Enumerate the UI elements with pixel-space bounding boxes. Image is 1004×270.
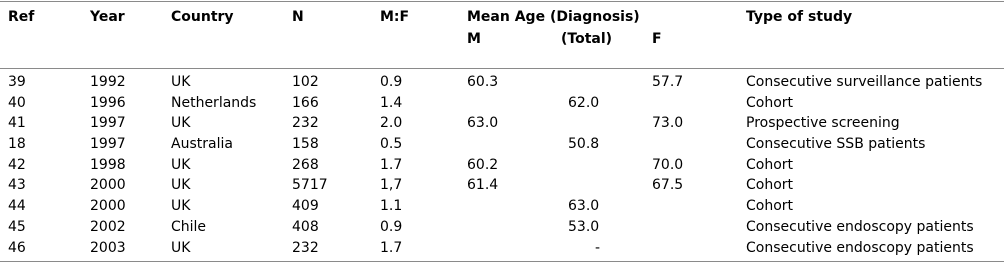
header-m: M	[467, 31, 481, 47]
cell-type: Consecutive endoscopy patients	[746, 239, 974, 256]
cell-year: 1997	[90, 115, 126, 132]
cell-year: 2002	[90, 218, 126, 235]
header-type-of-study: Type of study	[746, 9, 853, 25]
cell-mf: 0.9	[380, 74, 403, 90]
header-mean-age: Mean Age (Diagnosis)	[467, 9, 640, 25]
header-country: Country	[171, 9, 234, 25]
table-header-rule	[0, 68, 1004, 69]
cell-type: Cohort	[746, 94, 794, 111]
cell-n: 409	[292, 198, 319, 215]
cell-country: UK	[171, 239, 191, 256]
table-row	[0, 113, 1004, 134]
cell-n: 102	[292, 74, 319, 90]
cell-f: 67.5	[652, 177, 684, 194]
table-row	[0, 217, 1004, 238]
cell-mf: 1.7	[380, 239, 403, 256]
header-f: F	[652, 31, 662, 47]
cell-ref: 18	[8, 136, 26, 153]
cell-mf: 1.7	[380, 156, 403, 173]
cell-type: Prospective screening	[746, 115, 900, 132]
cell-ref: 41	[8, 115, 26, 132]
cell-type: Cohort	[746, 177, 794, 194]
header-year: Year	[90, 9, 125, 25]
cell-total: 50.8	[568, 136, 600, 153]
table-row	[0, 134, 1004, 155]
cell-country: UK	[171, 177, 191, 194]
cell-ref: 46	[8, 239, 26, 256]
cell-type: Cohort	[746, 156, 794, 173]
cell-ref: 45	[8, 218, 26, 235]
cell-ref: 44	[8, 198, 26, 215]
header-n: N	[292, 9, 304, 25]
cell-f: 70.0	[652, 156, 684, 173]
cell-type: Cohort	[746, 198, 794, 215]
cell-n: 232	[292, 115, 319, 132]
cell-country: Netherlands	[171, 94, 257, 111]
cell-mf: 2.0	[380, 115, 403, 132]
table-row	[0, 175, 1004, 196]
cell-n: 166	[292, 94, 319, 111]
cell-year: 1996	[90, 94, 126, 111]
cell-ref: 43	[8, 177, 26, 194]
cell-f: 73.0	[652, 115, 684, 132]
table-row	[0, 93, 1004, 114]
table-bottom-rule	[0, 261, 1004, 262]
cell-country: UK	[171, 115, 191, 132]
cell-m: 63.0	[467, 115, 499, 132]
cell-type: Consecutive surveillance patients	[746, 74, 983, 90]
header-ref: Ref	[8, 9, 35, 25]
cell-m: 60.2	[467, 156, 499, 173]
cell-year: 2000	[90, 198, 126, 215]
cell-n: 268	[292, 156, 319, 173]
cell-country: UK	[171, 198, 191, 215]
table-row	[0, 238, 1004, 259]
table-row	[0, 72, 1004, 93]
cell-mf: 1,7	[380, 177, 403, 194]
cell-n: 158	[292, 136, 319, 153]
header-total: (Total)	[561, 31, 613, 47]
table-row	[0, 196, 1004, 217]
cell-total: -	[595, 239, 601, 256]
cell-country: UK	[171, 74, 191, 90]
cell-f: 57.7	[652, 74, 684, 90]
cell-m: 60.3	[467, 74, 499, 90]
cell-year: 1992	[90, 74, 126, 90]
header-mf: M:F	[380, 9, 410, 25]
cell-type: Consecutive endoscopy patients	[746, 218, 974, 235]
cell-m: 61.4	[467, 177, 499, 194]
cell-n: 408	[292, 218, 319, 235]
cell-total: 53.0	[568, 218, 600, 235]
cell-country: Chile	[171, 218, 207, 235]
cell-year: 1998	[90, 156, 126, 173]
cell-country: Australia	[171, 136, 233, 153]
cell-ref: 40	[8, 94, 26, 111]
cell-mf: 0.9	[380, 218, 403, 235]
cell-total: 62.0	[568, 94, 600, 111]
cell-n: 5717	[292, 177, 328, 194]
cell-ref: 39	[8, 74, 26, 90]
cell-mf: 1.4	[380, 94, 403, 111]
table-top-rule	[0, 1, 1004, 2]
cell-mf: 1.1	[380, 198, 403, 215]
table-body	[0, 72, 1004, 258]
cell-country: UK	[171, 156, 191, 173]
cell-year: 2003	[90, 239, 126, 256]
cell-year: 2000	[90, 177, 126, 194]
cell-total: 63.0	[568, 198, 600, 215]
cell-type: Consecutive SSB patients	[746, 136, 926, 153]
cell-year: 1997	[90, 136, 126, 153]
cell-mf: 0.5	[380, 136, 403, 153]
cell-n: 232	[292, 239, 319, 256]
cell-ref: 42	[8, 156, 26, 173]
table-row	[0, 155, 1004, 176]
